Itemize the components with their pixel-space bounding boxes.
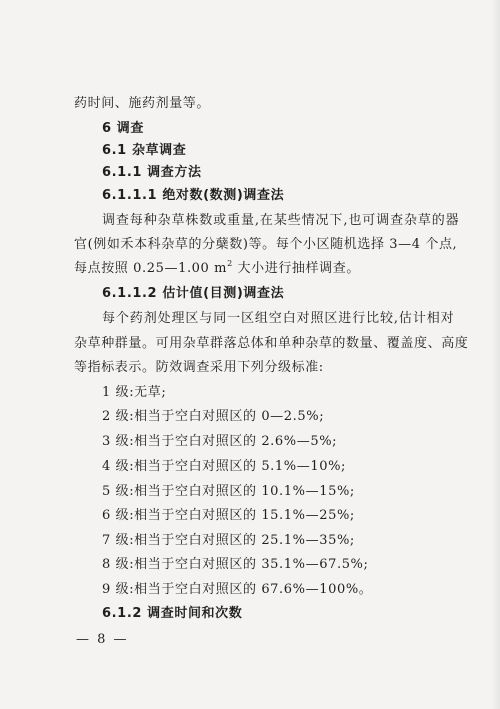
paragraph-1-line-2: 官(例如禾本科杂草的分蘖数)等。每个小区随机选择 3—4 个点, xyxy=(74,237,458,252)
grade-8: 8 级:相当于空白对照区的 35.1%—67.5%; xyxy=(102,557,369,572)
paragraph-1-line-1: 调查每种杂草株数或重量,在某些情况下,也可调查杂草的器 xyxy=(102,213,460,228)
paragraph-1-line-3-text: 每点按照 0.25—1.00 m xyxy=(74,261,228,276)
paragraph-2-line-2: 杂草种群量。可用杂草群落总体和单种杂草的数量、覆盖度、高度 xyxy=(74,336,469,351)
grade-2: 2 级:相当于空白对照区的 0—2.5%; xyxy=(102,409,325,424)
paragraph-2-line-1: 每个药剂处理区与同一区组空白对照区进行比较,估计相对 xyxy=(102,311,455,326)
paragraph-1-line-3-rest: 大小进行抽样调查。 xyxy=(232,261,360,276)
heading-6-1-1-1: 6.1.1.1 绝对数(数测)调查法 xyxy=(102,188,285,203)
heading-6-1-1-2: 6.1.1.2 估计值(目测)调查法 xyxy=(102,286,285,301)
grade-4: 4 级:相当于空白对照区的 5.1%—10%; xyxy=(102,459,347,474)
grade-3: 3 级:相当于空白对照区的 2.6%—5%; xyxy=(102,434,338,449)
grade-1: 1 级:无草; xyxy=(102,385,167,400)
grade-9: 9 级:相当于空白对照区的 67.6%—100%。 xyxy=(102,582,373,597)
heading-6-1-1: 6.1.1 调查方法 xyxy=(102,165,202,180)
grade-6: 6 级:相当于空白对照区的 15.1%—25%; xyxy=(102,508,355,523)
paragraph-2-line-3: 等指标表示。防效调查采用下列分级标准: xyxy=(74,360,324,375)
grade-5: 5 级:相当于空白对照区的 10.1%—15%; xyxy=(102,484,355,499)
heading-6: 6 调查 xyxy=(102,121,144,136)
paragraph-1-line-3 xyxy=(74,261,360,277)
superscript-2: 2 xyxy=(227,259,233,268)
page-number: — 8 — xyxy=(76,632,129,647)
heading-6-1: 6.1 杂草调查 xyxy=(102,143,187,158)
heading-6-1-2: 6.1.2 调查时间和次数 xyxy=(102,606,243,621)
grade-7: 7 级:相当于空白对照区的 25.1%—35%; xyxy=(102,533,355,548)
continuation-line: 药时间、施药剂量等。 xyxy=(74,96,211,111)
page-edge-shadow xyxy=(492,0,500,709)
